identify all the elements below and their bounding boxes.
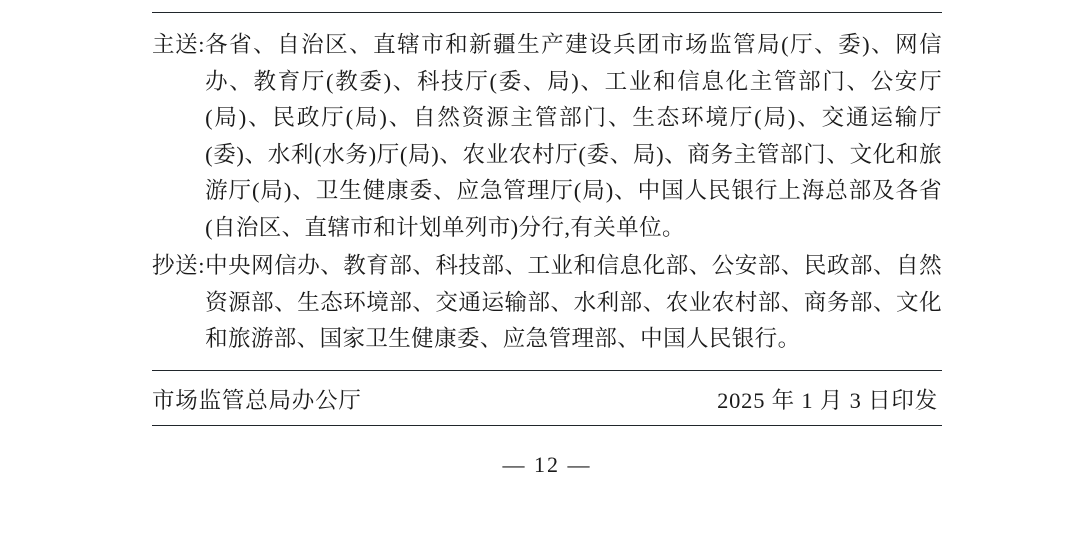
document-body [152,12,942,478]
copy-distribution-text: 中央网信办、教育部、科技部、工业和信息化部、公安部、民政部、自然资源部、生态环境部、交通运输部、水利部、农业农村部、商务部、文化和旅游部、国家卫生健康委、应急管理部、中国人民银行。 [205,253,942,351]
issue-date: 2025 年 1 月 3 日印发 [717,387,938,413]
copy-distribution-label: 抄送: [152,253,206,278]
primary-distribution-entry [152,27,942,246]
primary-distribution-text: 各省、自治区、直辖市和新疆生产建设兵团市场监管局(厅、委)、网信办、教育厅(教委)、科技厅(委、局)、工业和信息化主管部门、公安厅(局)、民政厅(局)、自然资源主管部门、生态环境厅(局)、交通运输厅(委)、水利(水务)厅(局)、农业农村厅(委、局)、商务主管部门、文化和旅游厅(局)、卫生健康委、应急管理厅(局)、中国人民银行上海总部及各省(自治区、直辖市和计划单列市)分行,有关单位。 [205,32,942,240]
primary-distribution-label: 主送: [152,32,206,57]
document-footer [152,371,942,425]
issuer-name: 市场监管总局办公厅 [152,387,362,413]
copy-distribution-entry [152,248,942,358]
distribution-block [152,13,942,370]
page-number: — 12 — [502,451,592,477]
